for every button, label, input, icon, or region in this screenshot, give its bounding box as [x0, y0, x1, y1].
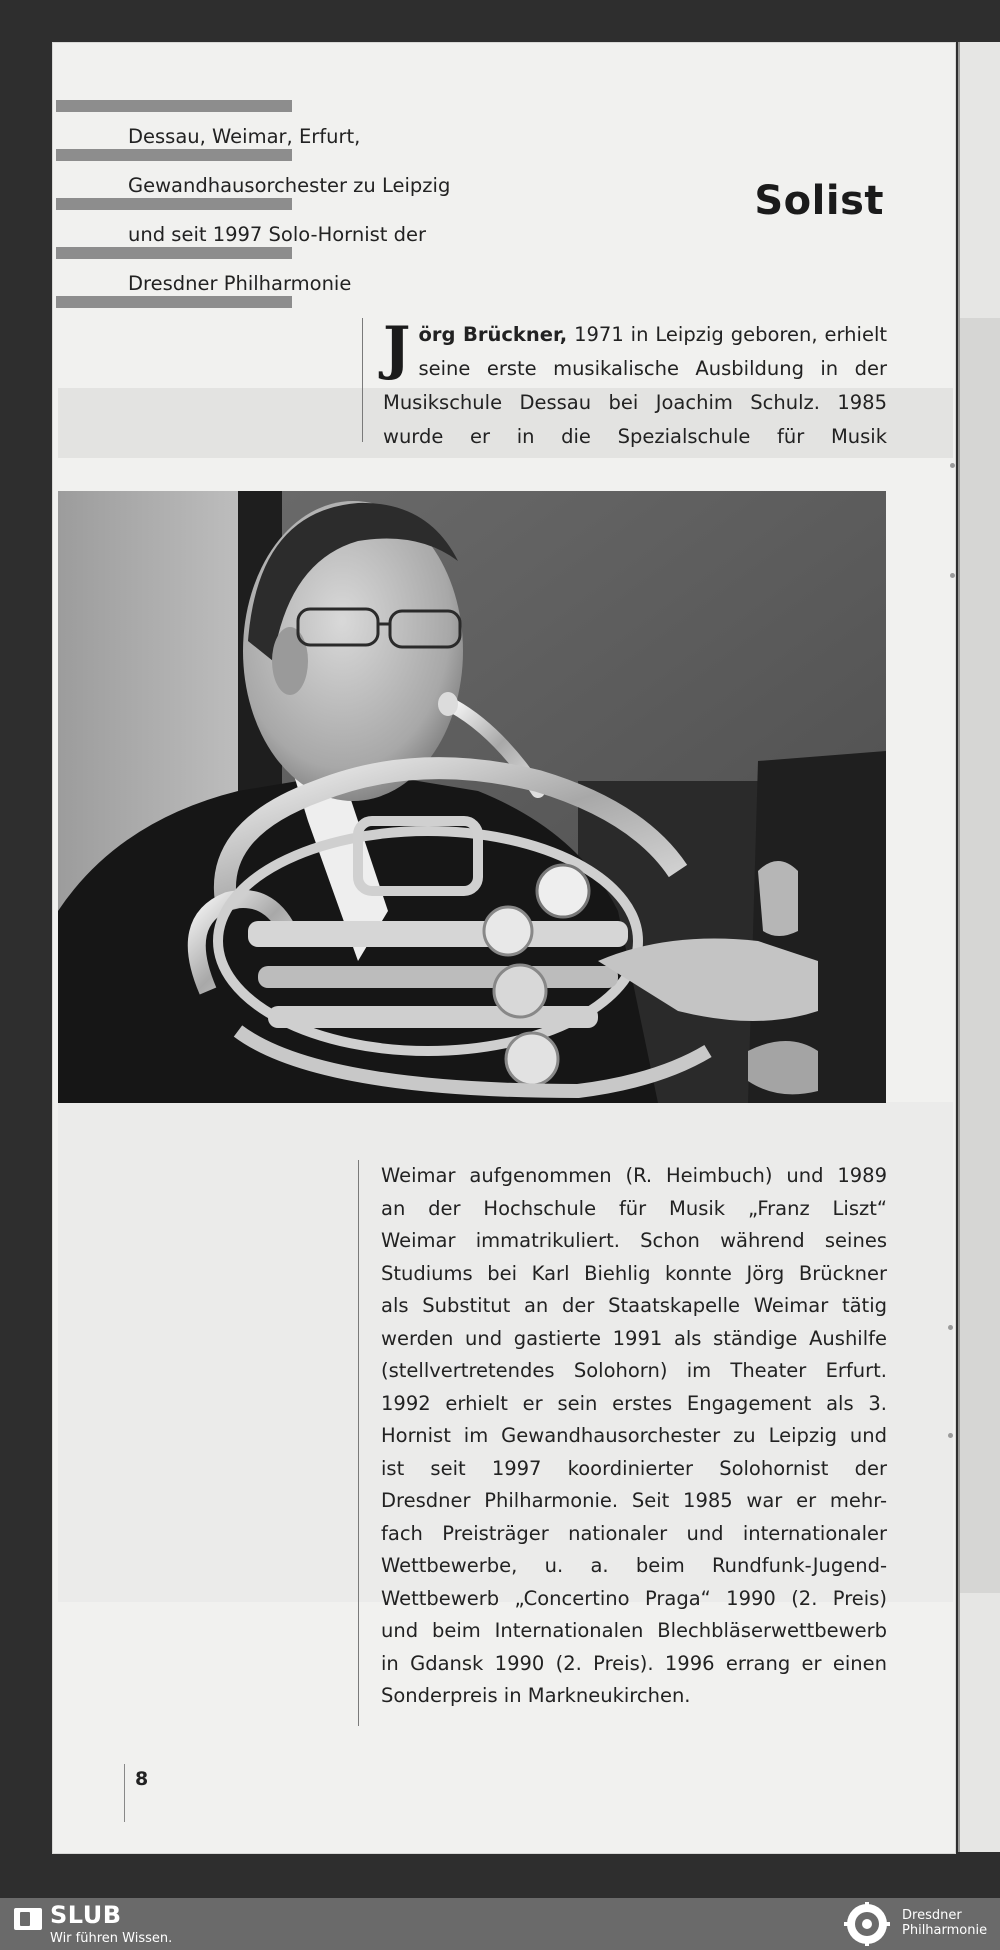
partner-name — [902, 1908, 987, 1938]
body-line: Weimar immatrikuliert. Schon während seines — [381, 1229, 887, 1252]
library-tagline: Wir führen Wissen. — [50, 1931, 173, 1946]
drop-cap: J — [383, 314, 411, 382]
body-line: und beim Internationalen Blechbläserwettbewerb — [381, 1619, 887, 1642]
body-paragraph — [358, 1160, 886, 1726]
library-name[interactable]: SLUB — [50, 1901, 122, 1929]
sidebar-line: Dresdner Philharmonie — [128, 272, 352, 295]
body-line: werden und gastierte 1991 als ständige Aushilfe — [381, 1326, 887, 1350]
body-line: Sonderpreis in Markneukirchen. — [381, 1684, 691, 1707]
sidebar-line: Dessau, Weimar, Erfurt, — [128, 125, 361, 148]
body-line: in Gdansk 1990 (2. Preis). 1996 errang er einen — [381, 1651, 887, 1675]
body-line: Studiums bei Karl Biehlig konnte Jörg Brückner — [381, 1261, 887, 1285]
next-page-shade — [960, 318, 1000, 1593]
body-line: Weimar aufgenommen (R. Heimbuch) und 1989 — [381, 1164, 887, 1187]
partner-line: Philharmonie — [902, 1923, 988, 1938]
intro-name: örg Brückner, — [418, 323, 568, 346]
body-line: 1992 erhielt er sein erstes Engagement als 3. — [381, 1391, 887, 1415]
body-line: an der Hochschule für Musik „Franz Liszt“ — [381, 1196, 887, 1220]
body-line: ist seit 1997 koordinierter Solohornist der — [381, 1456, 887, 1480]
body-line: Wettbewerb „Concertino Praga“ 1990 (2. Preis) — [381, 1586, 887, 1610]
scan-dot — [950, 573, 955, 578]
page-number: 8 — [124, 1764, 148, 1822]
partner-line: Dresdner — [902, 1908, 962, 1923]
scan-dot — [950, 463, 955, 468]
intro-paragraph — [362, 314, 888, 448]
scan-dot — [948, 1433, 953, 1438]
sidebar-caption — [128, 112, 488, 308]
philharmonie-logo-icon[interactable] — [842, 1902, 892, 1946]
intro-text: 1971 in Leipzig geboren, erhielt seine erste musikalische Ausbildung in der Musikschule Dessau bei Joachim Schulz. 1985 wurde er in die Spezialschule für Musik — [383, 323, 888, 448]
body-line: (stellvertretendes Solohorn) im Theater Erfurt. — [381, 1359, 887, 1382]
body-line: Dresdner Philharmonie. Seit 1985 war er mehr- — [381, 1489, 887, 1512]
body-line: fach Preisträger nationaler und internationaler — [381, 1521, 887, 1545]
portrait-photo — [58, 491, 886, 1103]
body-line: als Substitut an der Staatskapelle Weimar tätig — [381, 1294, 887, 1317]
viewer-footer — [0, 1898, 1000, 1950]
sidebar-line: und seit 1997 Solo-Hornist der — [128, 223, 427, 246]
scan-dot — [948, 1325, 953, 1330]
body-line: Hornist im Gewandhausorchester zu Leipzig und — [381, 1424, 887, 1447]
horn-player-photo — [58, 491, 886, 1103]
body-line: Wettbewerbe, u. a. beim Rundfunk-Jugend- — [381, 1554, 887, 1577]
sidebar-line: Gewandhausorchester zu Leipzig — [128, 174, 451, 197]
page-title: Solist — [754, 178, 884, 224]
slub-logo-icon[interactable] — [14, 1908, 42, 1930]
